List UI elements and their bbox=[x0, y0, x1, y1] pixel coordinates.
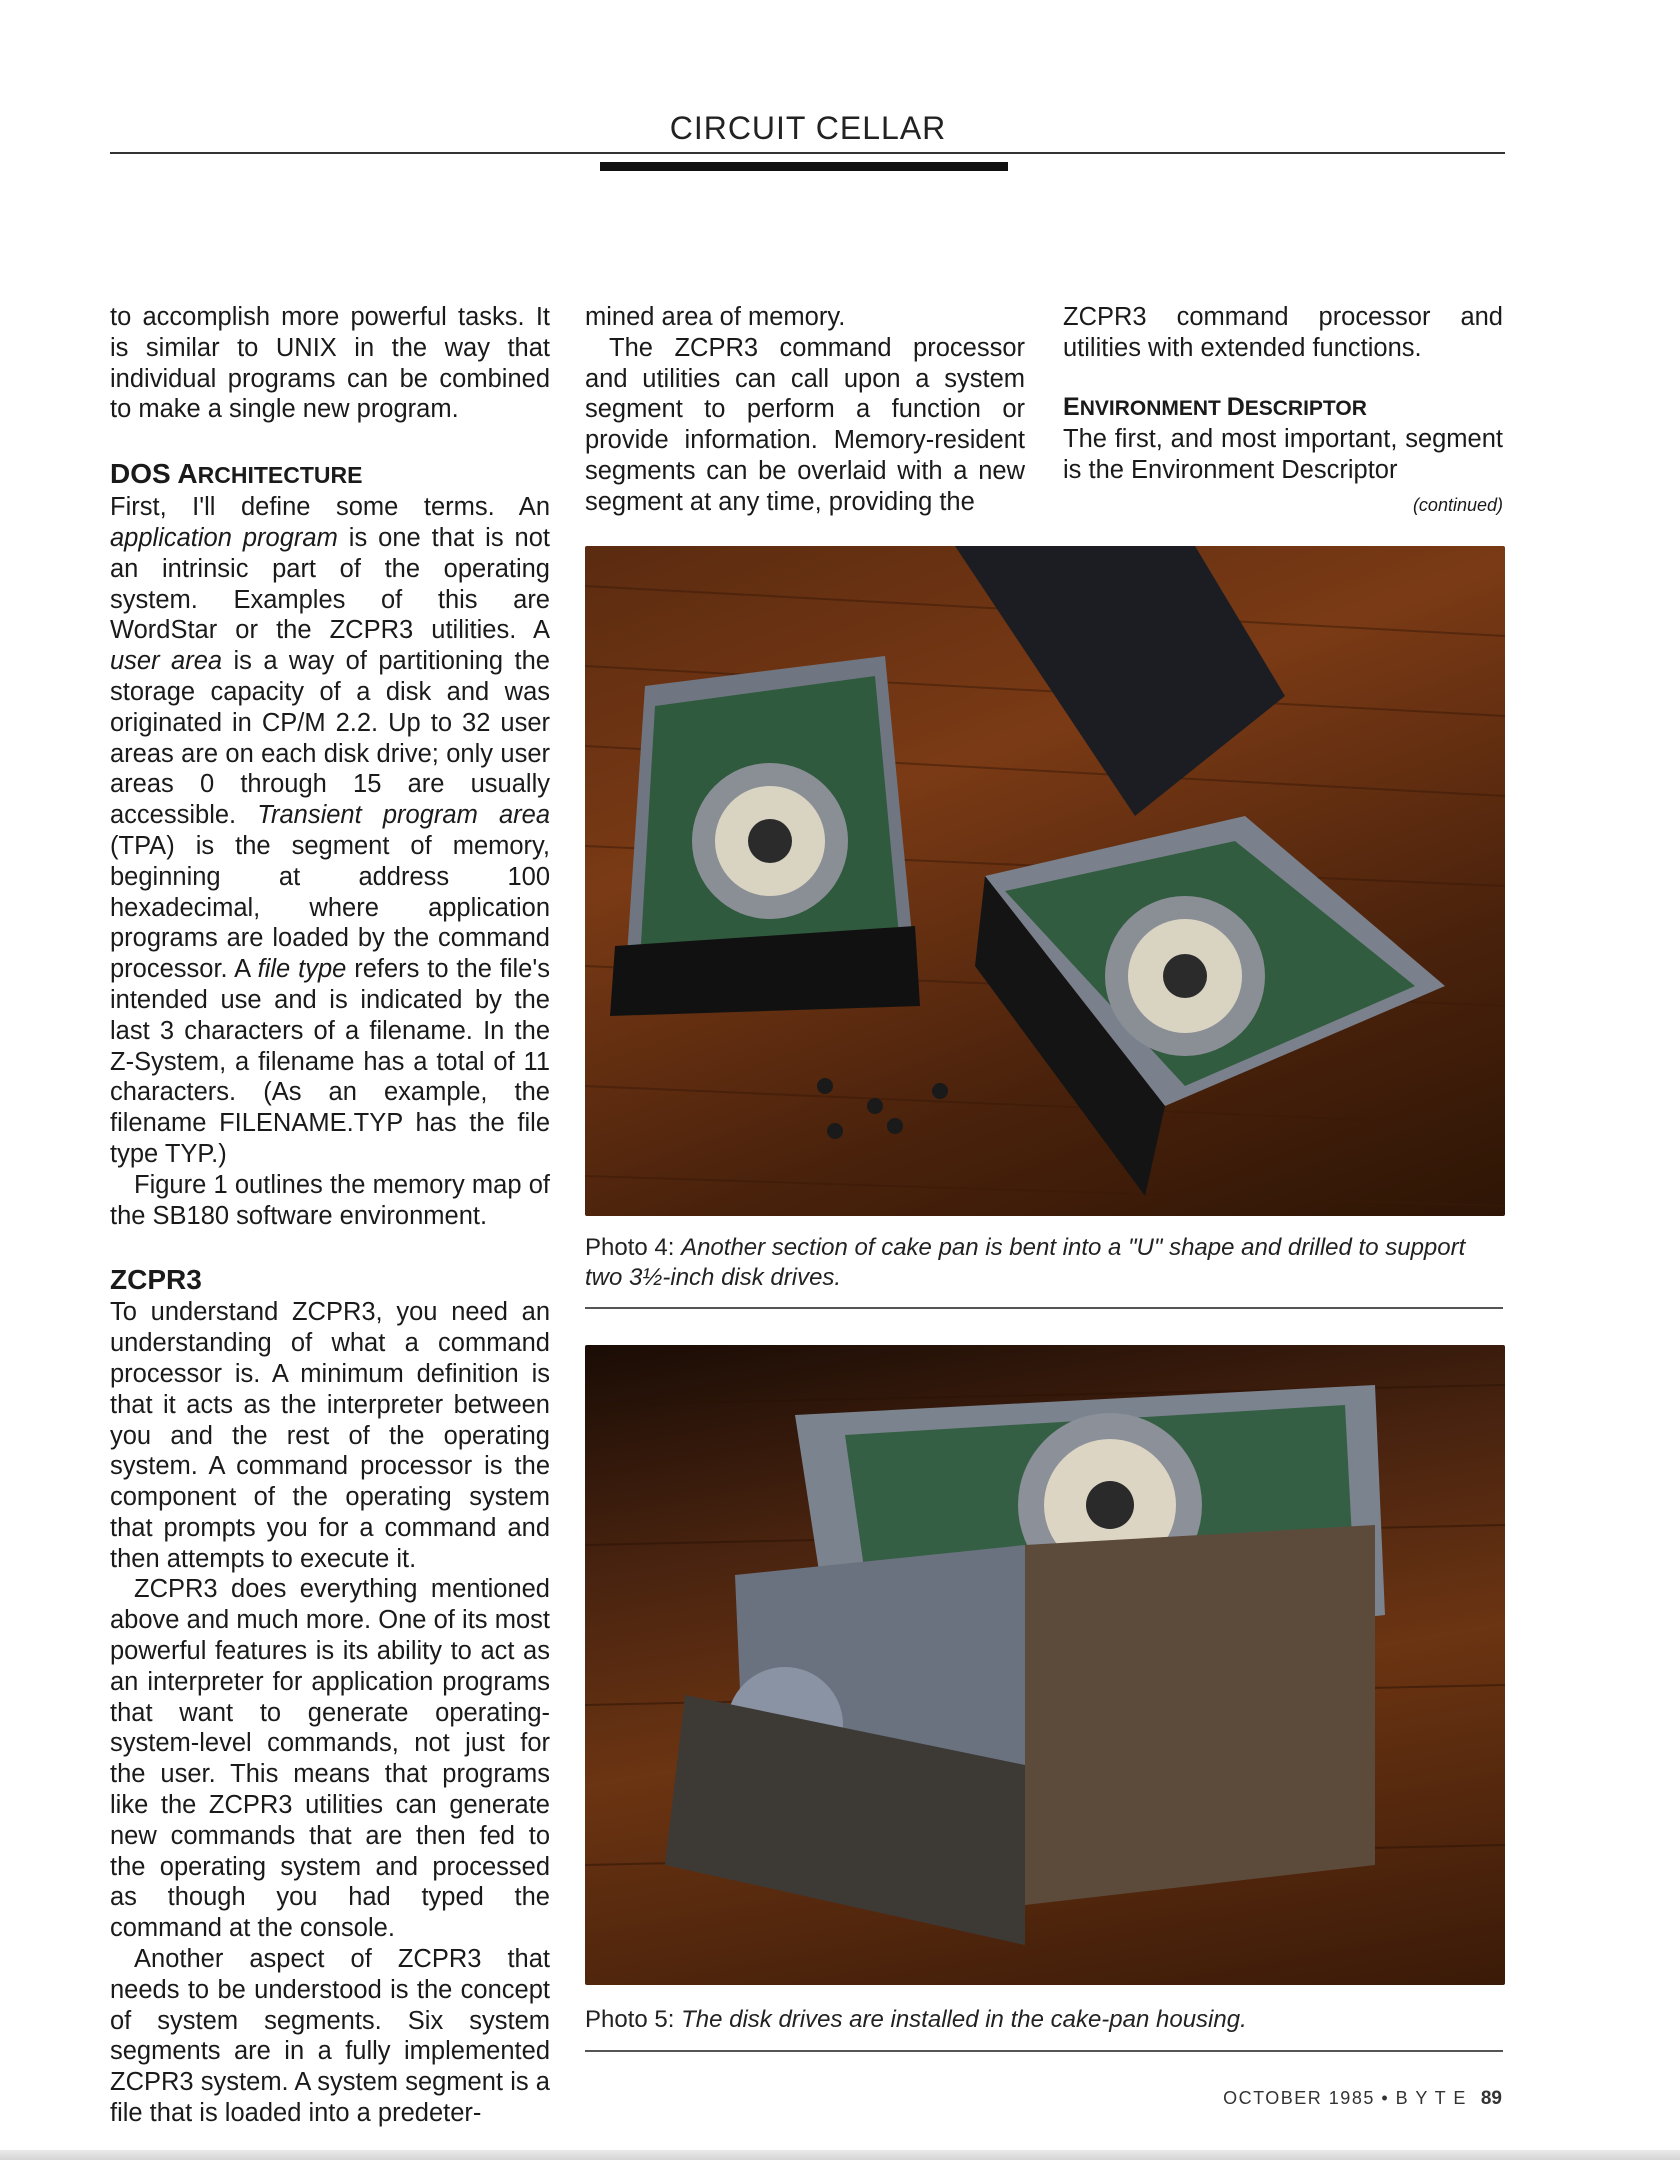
photo-5-caption: Photo 5: The disk drives are installed in the cake-pan housing. bbox=[585, 2006, 1247, 2033]
scan-edge bbox=[0, 2150, 1680, 2160]
page-number: 89 bbox=[1480, 2088, 1502, 2109]
col3-paragraph-2: The first, and most important, segment is the Environment Descriptor bbox=[1063, 425, 1503, 485]
zcpr3-paragraph-3: Another aspect of ZCPR3 that needs to be understood is the concept of system segments. Six system segments are in a fully implemented ZCPR3 system. A system segment is a file that is loaded into a predeter- bbox=[110, 1945, 550, 2128]
zcpr3-paragraph-2: ZCPR3 does everything mentioned above and much more. One of its most powerful features is its ability to act as an interpreter for application programs that want to generate operating-system-level commands, not just for the user. This means that programs like the ZCPR3 utilities can generate new commands that are then fed to the operating system and processed as though you had typed the command at the console. bbox=[110, 1575, 550, 1943]
intro-paragraph: to accomplish more powerful tasks. It is similar to UNIX in the way that individual programs can be combined to make a single new program. bbox=[110, 303, 550, 424]
header-rule bbox=[110, 152, 1505, 154]
heading-environment-descriptor: ENVIRONMENT DESCRIPTOR bbox=[1063, 392, 1367, 421]
continued-note: (continued) bbox=[1412, 494, 1503, 515]
photo-5-housing bbox=[585, 1345, 1505, 1985]
col2-paragraph-2: The ZCPR3 command processor and utilities can call upon a system segment to perform a function or provide information. Memory-resident segments can be overlaid with a new segment at any time, providing the bbox=[585, 333, 1025, 516]
heading-dos-architecture: DOS ARCHITECTURE bbox=[110, 458, 363, 490]
photo-4-caption: Photo 4: Another section of cake pan is bent into a "U" shape and drilled to support two 3½-inch disk drives. bbox=[585, 1234, 1466, 1291]
column-3 bbox=[1063, 302, 1503, 521]
col2-paragraph-1: mined area of memory. bbox=[585, 303, 846, 331]
column-2 bbox=[585, 302, 1025, 518]
column-1 bbox=[110, 302, 550, 2129]
caption-rule-5 bbox=[585, 2050, 1503, 2052]
running-header: CIRCUIT CELLAR bbox=[669, 110, 947, 146]
caption-rule-4 bbox=[585, 1307, 1503, 1309]
dos-paragraph-1: First, I'll define some terms. An application program is one that is not an intrinsic part of the operating system. Examples of this are WordStar or the ZCPR3 utilities. A user area is a way of partitioning the storage capacity of a disk and was originated in CP/M 2.2. Up to 32 user areas are on each disk drive; only user areas 0 through 15 are usually accessible. Transient program area (TPA) is the segment of memory, beginning at address 100 hexadecimal, where application programs are loaded by the command processor. A file type refers to the file's intended use and is indicated by the last 3 characters of a filename. In the Z-System, a filename has a total of 11 characters. (As an example, the filename FILENAME.TYP has the file type TYP.) bbox=[110, 493, 550, 1168]
photo-4-disk-drives bbox=[585, 546, 1505, 1216]
header-bar bbox=[600, 162, 1008, 171]
page-footer bbox=[1223, 2088, 1502, 2110]
dos-paragraph-2: Figure 1 outlines the memory map of the SB180 software environment. bbox=[110, 1170, 550, 1230]
heading-zcpr3: ZCPR3 bbox=[110, 1264, 202, 1296]
issue-info: OCTOBER 1985 • B Y T E bbox=[1223, 2088, 1467, 2108]
zcpr3-paragraph-1: To understand ZCPR3, you need an understanding of what a command processor is. A minimum definition is that it acts as the interpreter between you and the rest of the operating system. A command processor is the component of the operating system that prompts you for a command and then attempts to execute it. bbox=[110, 1298, 550, 1573]
col3-paragraph-1: ZCPR3 command processor and utilities with extended functions. bbox=[1063, 303, 1503, 362]
